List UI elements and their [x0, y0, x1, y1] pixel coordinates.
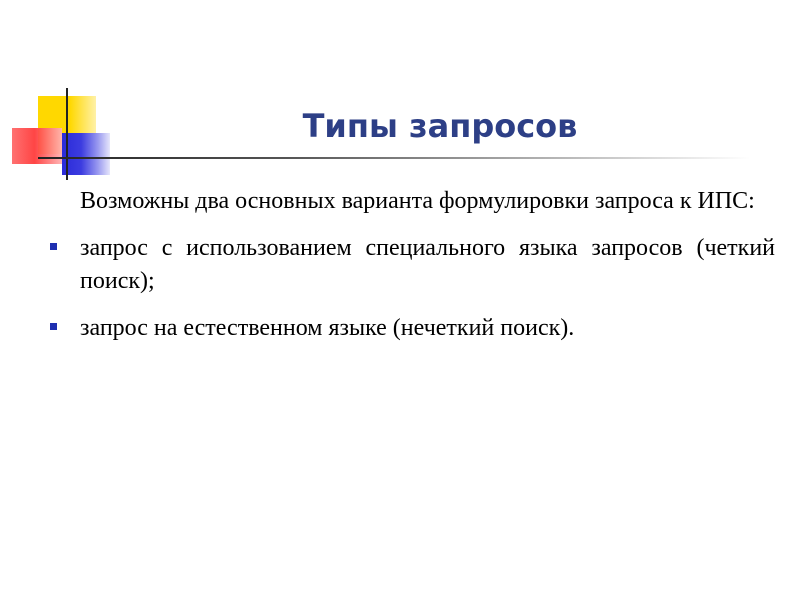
title-underline	[38, 157, 750, 159]
bullet-text: запрос на естественном языке (нечеткий поиск).	[80, 315, 575, 341]
intro-paragraph: Возможны два основных варианта формулировки запроса к ИПС:	[80, 188, 755, 214]
blue-square	[62, 133, 110, 175]
list-item	[80, 232, 775, 298]
colored-squares-logo-icon	[0, 0, 120, 180]
slide-title: Типы запросов	[302, 107, 578, 145]
square-bullet-icon	[50, 243, 57, 250]
bullet-text: запрос с использованием специального языка запросов (четкий поиск);	[80, 235, 775, 294]
square-bullet-icon	[50, 323, 57, 330]
vertical-rule	[66, 88, 68, 180]
list-item	[80, 312, 775, 345]
slide-body	[80, 185, 775, 359]
bullet-list	[80, 232, 775, 345]
